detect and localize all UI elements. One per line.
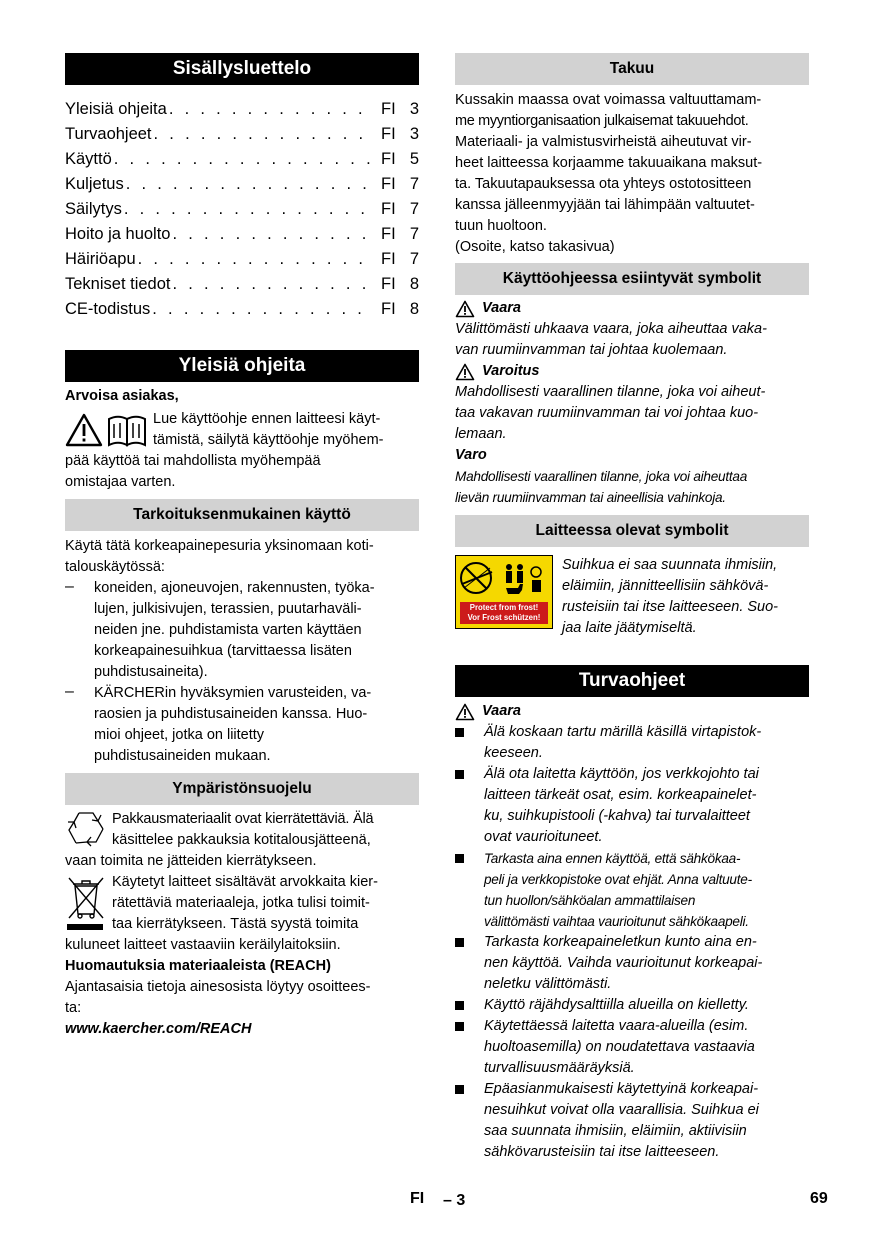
toc-lang: FI bbox=[381, 200, 396, 218]
toc-leader bbox=[172, 272, 371, 297]
warranty-text bbox=[455, 90, 809, 258]
safety-line: Älä ota laitetta käyttöön, jos verkkojohto tai bbox=[484, 766, 759, 782]
reach-title: Huomautuksia materiaaleista (REACH) bbox=[65, 958, 331, 974]
footer-page-number: 69 bbox=[810, 1190, 828, 1207]
safety-line: peli ja verkkopistoke ovat ehjät. Anna valtuute- bbox=[484, 872, 752, 887]
warning-heading bbox=[455, 361, 809, 382]
caution-label: Varo bbox=[455, 447, 487, 463]
weee-bin-icon bbox=[65, 872, 107, 934]
safety-line: nesuihkut voivat olla vaarallisia. Suihkua ei bbox=[484, 1102, 759, 1118]
safety-item bbox=[455, 995, 809, 1016]
toc-page: 7 bbox=[409, 250, 419, 268]
warranty-line: kanssa jälleenmyyjään tai lähimpään valtuutet- bbox=[455, 197, 755, 213]
left-column bbox=[65, 53, 419, 1040]
right-column bbox=[455, 53, 809, 1163]
toc-row[interactable] bbox=[65, 297, 419, 322]
list-item bbox=[65, 578, 419, 683]
toc-lang: FI bbox=[381, 275, 396, 293]
list-line: lujen, julkisivujen, terassien, puutarhaväli- bbox=[94, 601, 362, 617]
intended-title: Tarkoituksenmukainen käyttö bbox=[65, 499, 419, 531]
warning-label: Varoitus bbox=[482, 363, 540, 379]
safety-line: turvallisuusmääräyksiä. bbox=[484, 1060, 635, 1076]
safety-line: laitteen tärkeät osat, esim. korkeapainelet- bbox=[484, 787, 757, 803]
intro-line-1: Lue käyttöohje ennen laitteesi käyt- bbox=[153, 411, 381, 427]
warning-triangle-icon bbox=[455, 703, 475, 721]
toc-leader bbox=[169, 97, 371, 122]
device-text-1: Suihkua ei saa suunnata ihmisiin, bbox=[562, 557, 778, 573]
warning-triangle-icon bbox=[455, 363, 475, 381]
safety-line: Tarkasta korkeapaineletkun kunto aina en- bbox=[484, 934, 757, 950]
toc-page: 8 bbox=[409, 275, 419, 293]
weee-block bbox=[65, 872, 419, 935]
warranty-line: ta. Takuutapauksessa ota yhteys ostotositteen bbox=[455, 176, 752, 192]
footer-lang: FI bbox=[410, 1190, 425, 1207]
safety-item bbox=[455, 1016, 809, 1079]
toc-label: Tekniset tiedot bbox=[65, 275, 171, 293]
toc-label: CE-todistus bbox=[65, 300, 151, 318]
toc-lang: FI bbox=[381, 250, 396, 268]
bullet-square-icon bbox=[455, 854, 464, 863]
list-line: raosien ja puhdistusaineiden kanssa. Huo- bbox=[94, 706, 368, 722]
bullet-square-icon bbox=[455, 1085, 464, 1094]
safety-line: keeseen. bbox=[484, 745, 543, 761]
device-text-3: rusteisiin tai itse laitteeseen. Suo- bbox=[562, 599, 778, 615]
device-text-4: jaa laite jäätymiseltä. bbox=[562, 620, 697, 636]
recycle-line-2: käsittelee pakkauksia kotitalousjätteenä, bbox=[112, 832, 371, 848]
toc-row[interactable] bbox=[65, 222, 419, 247]
bullet-square-icon bbox=[455, 770, 464, 779]
bullet-square-icon bbox=[455, 1022, 464, 1031]
recycle-line-1: Pakkausmateriaalit ovat kierrätettäviä. Älä bbox=[112, 811, 374, 827]
list-line: neiden jne. puhdistamista varten käyttäen bbox=[94, 622, 362, 638]
toc-lang: FI bbox=[381, 225, 396, 243]
toc-lang: FI bbox=[381, 300, 396, 318]
reach-text-2: ta: bbox=[65, 1000, 82, 1016]
weee-line-3: taa kierrätykseen. Tästä syystä toimita bbox=[112, 916, 359, 932]
warranty-line: me myyntiorganisaation julkaisemat takuuehdot. bbox=[455, 113, 749, 129]
toc-row[interactable] bbox=[65, 197, 419, 222]
reach-text-1: Ajantasaisia tietoja ainesosista löytyy osoittees- bbox=[65, 979, 371, 995]
intro-rest-2: omistajaa varten. bbox=[65, 474, 176, 490]
toc-page: 3 bbox=[409, 100, 419, 118]
safety-line: ku, suihkupistooli (-kahva) tai turvalaitteet bbox=[484, 808, 750, 824]
toc-leader bbox=[152, 297, 371, 322]
toc-label: Hoito ja huolto bbox=[65, 225, 171, 243]
toc-leader bbox=[124, 197, 371, 222]
device-symbol-block bbox=[455, 555, 809, 639]
safety-danger-label: Vaara bbox=[482, 703, 521, 719]
toc-leader bbox=[138, 247, 371, 272]
warning-text-1: Mahdollisesti vaarallinen tilanne, joka voi aiheut- bbox=[455, 384, 766, 400]
list-line: puhdistusaineita). bbox=[94, 664, 208, 680]
safety-line: ovat vaurioituneet. bbox=[484, 829, 603, 845]
toc-row[interactable] bbox=[65, 97, 419, 122]
safety-line: Käyttö räjähdysalttiilla alueilla on kielletty. bbox=[484, 997, 749, 1013]
weee-line-2: rätettäviä materiaaleja, jotka tulisi toimit- bbox=[112, 895, 370, 911]
safety-line: Älä koskaan tartu märillä käsillä virtapistok- bbox=[484, 724, 762, 740]
warranty-line: (Osoite, katso takasivua) bbox=[455, 239, 615, 255]
toc-list bbox=[65, 97, 419, 322]
footer-page-local: – 3 bbox=[443, 1192, 466, 1209]
intended-intro-2: talouskäytössä: bbox=[65, 559, 165, 575]
safety-list bbox=[455, 722, 809, 1163]
intro-block bbox=[65, 409, 419, 451]
toc-title: Sisällysluettelo bbox=[65, 53, 419, 85]
warranty-line: heet laitteessa korjaamme takuuaikana maksut- bbox=[455, 155, 763, 171]
danger-label: Vaara bbox=[482, 300, 521, 316]
dash-marker: – bbox=[65, 683, 74, 700]
safety-item bbox=[455, 722, 809, 764]
list-item bbox=[65, 683, 419, 767]
warranty-line: Materiaali- ja valmistusvirheistä aiheutuvat vir- bbox=[455, 134, 752, 150]
list-line: korkeapainesuihkua (tarvittaessa lisäten bbox=[94, 643, 352, 659]
device-warning-label bbox=[455, 555, 553, 629]
safety-line: tun huollon/sähköalan ammattilaisen bbox=[484, 893, 696, 908]
warranty-line: Kussakin maassa ovat voimassa valtuuttamam- bbox=[455, 92, 762, 108]
safety-line: Epäasianmukaisesti käytettyinä korkeapai- bbox=[484, 1081, 759, 1097]
warning-text-2: taa vakavan ruumiinvamman tai voi johtaa kuo- bbox=[455, 405, 759, 421]
recycle-block bbox=[65, 809, 419, 851]
recycle-rest: vaan toimita ne jätteiden kierrätykseen. bbox=[65, 853, 317, 869]
toc-lang: FI bbox=[381, 150, 396, 168]
toc-row[interactable] bbox=[65, 172, 419, 197]
bullet-square-icon bbox=[455, 938, 464, 947]
safety-item bbox=[455, 764, 809, 848]
toc-page: 7 bbox=[409, 200, 419, 218]
warning-triangle-icon bbox=[455, 300, 475, 318]
frost-label-de: Vor Frost schützen! bbox=[467, 613, 541, 622]
greeting: Arvoisa asiakas, bbox=[65, 388, 179, 404]
safety-line: Käytettäessä laitetta vaara-alueilla (esim. bbox=[484, 1018, 749, 1034]
symbols-title: Käyttöohjeessa esiintyvät symbolit bbox=[455, 263, 809, 295]
toc-label: Turvaohjeet bbox=[65, 125, 152, 143]
toc-row[interactable] bbox=[65, 122, 419, 147]
list-line: puhdistusaineiden mukaan. bbox=[94, 748, 271, 764]
safety-line: sähkövarusteisiin tai itse laitteeseen. bbox=[484, 1144, 720, 1160]
reach-url[interactable]: www.kaercher.com/REACH bbox=[65, 1021, 252, 1037]
safety-line: Tarkasta aina ennen käyttöä, että sähkökaa- bbox=[484, 851, 741, 866]
device-symbols-title: Laitteessa olevat symbolit bbox=[455, 515, 809, 547]
toc-label: Säilytys bbox=[65, 200, 122, 218]
toc-page: 3 bbox=[409, 125, 419, 143]
toc-label: Yleisiä ohjeita bbox=[65, 100, 167, 118]
weee-line-1: Käytetyt laitteet sisältävät arvokkaita kier- bbox=[112, 874, 378, 890]
toc-page: 7 bbox=[409, 225, 419, 243]
safety-line: välittömästi vaihtaa vaurioitunut sähkökaapeli. bbox=[484, 914, 749, 929]
danger-text-1: Välittömästi uhkaava vaara, joka aiheuttaa vaka- bbox=[455, 321, 767, 337]
warranty-line: tuun huoltoon. bbox=[455, 218, 547, 234]
toc-page: 7 bbox=[409, 175, 419, 193]
intro-rest-1: pää käyttöä tai mahdollista myöhempää bbox=[65, 453, 321, 469]
caution-text-1: Mahdollisesti vaarallinen tilanne, joka voi aiheuttaa bbox=[455, 469, 748, 484]
safety-danger-heading bbox=[455, 701, 809, 722]
toc-label: Häiriöapu bbox=[65, 250, 136, 268]
bullet-square-icon bbox=[455, 1001, 464, 1010]
safety-line: huoltoasemilla) on noudatettava vastaavia bbox=[484, 1039, 755, 1055]
frost-label-en: Protect from frost! bbox=[469, 603, 539, 612]
device-text-2: eläimiin, jännitteellisiin sähkövä- bbox=[562, 578, 769, 594]
dash-marker: – bbox=[65, 578, 74, 595]
caution-text-2: lievän ruumiinvamman tai aineellisia vahinkoja. bbox=[455, 490, 726, 505]
intro-line-2: tämistä, säilytä käyttöohje myöhem- bbox=[153, 432, 384, 448]
recycling-icon bbox=[65, 809, 107, 849]
safety-line: saa suunnata ihmisiin, eläimiin, aktiivisiin bbox=[484, 1123, 747, 1139]
danger-text-2: van ruumiinvamman tai johtaa kuolemaan. bbox=[455, 342, 728, 358]
warning-text-3: lemaan. bbox=[455, 426, 507, 442]
toc-row[interactable] bbox=[65, 247, 419, 272]
safety-line: neletku välittömästi. bbox=[484, 976, 612, 992]
no-spray-people-icon bbox=[456, 558, 552, 600]
toc-leader bbox=[173, 222, 372, 247]
list-line: koneiden, ajoneuvojen, rakennusten, työka- bbox=[94, 580, 375, 596]
general-title: Yleisiä ohjeita bbox=[65, 350, 419, 382]
warning-manual-icon bbox=[65, 413, 149, 447]
toc-label: Kuljetus bbox=[65, 175, 124, 193]
safety-item bbox=[455, 1079, 809, 1163]
toc-page: 5 bbox=[409, 150, 419, 168]
safety-line: nen käyttöä. Vaihda vaurioitunut korkeapai- bbox=[484, 955, 763, 971]
toc-row[interactable] bbox=[65, 147, 419, 172]
toc-page: 8 bbox=[409, 300, 419, 318]
intended-intro-1: Käytä tätä korkeapainepesuria yksinomaan koti- bbox=[65, 538, 374, 554]
toc-lang: FI bbox=[381, 100, 396, 118]
list-line: KÄRCHERin hyväksymien varusteiden, va- bbox=[94, 685, 372, 701]
toc-leader bbox=[154, 122, 371, 147]
warranty-title: Takuu bbox=[455, 53, 809, 85]
safety-item bbox=[455, 848, 809, 932]
danger-heading bbox=[455, 298, 809, 319]
toc-row[interactable] bbox=[65, 272, 419, 297]
list-line: mioi ohjeet, jotka on liitetty bbox=[94, 727, 265, 743]
toc-label: Käyttö bbox=[65, 150, 112, 168]
toc-lang: FI bbox=[381, 125, 396, 143]
toc-leader bbox=[126, 172, 371, 197]
toc-lang: FI bbox=[381, 175, 396, 193]
toc-leader bbox=[114, 147, 371, 172]
weee-rest: kuluneet laitteet vastaaviin keräilylaitoksiin. bbox=[65, 937, 341, 953]
bullet-square-icon bbox=[455, 728, 464, 737]
environment-title: Ympäristönsuojelu bbox=[65, 773, 419, 805]
safety-item bbox=[455, 932, 809, 995]
safety-title: Turvaohjeet bbox=[455, 665, 809, 697]
